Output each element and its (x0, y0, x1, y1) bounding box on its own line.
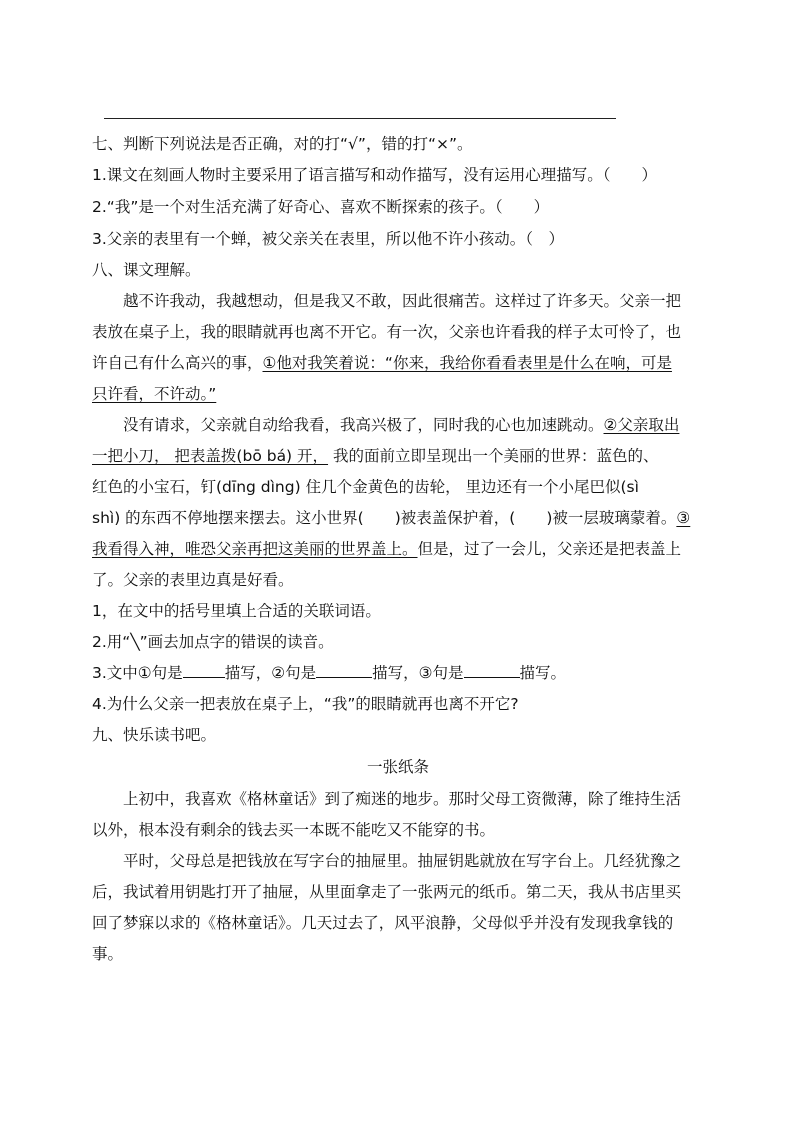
section-8-title: 八、课文理解。 (92, 261, 201, 279)
story-line: 以外，根本没有剩余的钱去买一本既不能吃又不能穿的书。 (92, 821, 496, 839)
passage-text: 我的面前立即呈现出一个美丽的世界：蓝色的、 (328, 447, 659, 465)
question-text: 描写，②句是 (224, 664, 317, 682)
passage-line (92, 415, 704, 435)
answer-blank-2[interactable] (316, 663, 372, 678)
answer-blank-3[interactable] (464, 663, 520, 678)
story-line: 回了梦寐以求的《格林童话》。几天过去了，风平浪静，父母似乎并没有发现我拿钱的 (92, 914, 674, 932)
passage-line: 红色的小宝石，钉(dīng dìng) 住几个金黄色的齿轮， 里边还有一个小尾巴似(sì (92, 478, 639, 496)
passage-line (92, 446, 704, 466)
section-7-question-1: 1.课文在刻画人物时主要采用了语言描写和动作描写，没有运用心理描写。（ ） (92, 166, 658, 184)
section-9-title: 九、快乐读书吧。 (92, 726, 217, 744)
section-8-question-2: 2.用“╲”画去加点字的错误的读音。 (92, 633, 334, 651)
sentence-2-underlined: ②父亲取出 (603, 416, 680, 434)
answer-blank-1[interactable] (183, 663, 225, 678)
passage-line (92, 384, 704, 404)
passage-line (92, 353, 704, 373)
question-text: 3.文中①句是 (92, 664, 183, 682)
passage-line (92, 539, 704, 559)
passage-line: 了。父亲的表里边真是好看。 (92, 571, 294, 589)
sentence-1-underlined: ①他对我笑着说：“你来，我给你看看表里是什么在响，可是 (262, 354, 672, 372)
sentence-3-underlined: 我看得入神，唯恐父亲再把这美丽的世界盖上。 (92, 540, 418, 558)
section-7-question-2: 2.“我”是一个对生活充满了好奇心、喜欢不断探索的孩子。（ ） (92, 198, 550, 216)
header-rule (104, 118, 616, 119)
sentence-3-marker: ③ (676, 509, 691, 527)
story-line: 后，我试着用钥匙打开了抽屉，从里面拿走了一张两元的纸币。第二天，我从书店里买 (92, 883, 682, 901)
passage-line: 表放在桌子上，我的眼睛就再也离不开它。有一次，父亲也许看我的样子太可怜了，也 (92, 323, 682, 341)
passage-text: 许自己有什么高兴的事， (92, 354, 263, 372)
section-8-question-1: 1，在文中的括号里填上合适的关联词语。 (92, 602, 381, 620)
passage-text: 但是，过了一会儿，父亲还是把表盖上 (417, 540, 682, 558)
section-7-question-3: 3.父亲的表里有一个蝉，被父亲关在表里，所以他不许小孩动。（ ） (92, 230, 565, 248)
passage-text: 没有请求，父亲就自动给我看，我高兴极了，同时我的心也加速跳动。 (123, 416, 604, 434)
sentence-2-underlined-end: 一把小刀， 把表盖拨(bō bá) 开， (92, 447, 329, 465)
section-7-title: 七、判断下列说法是否正确，对的打“√”，错的打“×”。 (92, 135, 473, 153)
passage-text: shì) 的东西不停地摆来摆去。这小世界( )被表盖保护着，( )被一层玻璃蒙着。 (92, 509, 677, 527)
section-8-question-4: 4.为什么父亲一把表放在桌子上，“我”的眼睛就再也离不开它? (92, 695, 519, 713)
story-line: 上初中，我喜欢《格林童话》到了痴迷的地步。那时父母工资微薄，除了维持生活 (123, 790, 682, 808)
passage-line: 越不许我动，我越想动，但是我又不敢，因此很痛苦。这样过了许多天。父亲一把 (123, 292, 682, 310)
section-8-question-3 (92, 663, 704, 683)
question-text: 描写，③句是 (372, 664, 464, 682)
passage-line (92, 508, 704, 528)
story-line: 事。 (92, 945, 124, 963)
sentence-1-underlined-end: 只许看，不许动。” (92, 385, 217, 403)
story-title: 一张纸条 (366, 758, 429, 776)
story-line: 平时，父母总是把钱放在写字台的抽屉里。抽屉钥匙就放在写字台上。几经犹豫之 (123, 852, 682, 870)
question-text: 描写。 (519, 664, 567, 682)
